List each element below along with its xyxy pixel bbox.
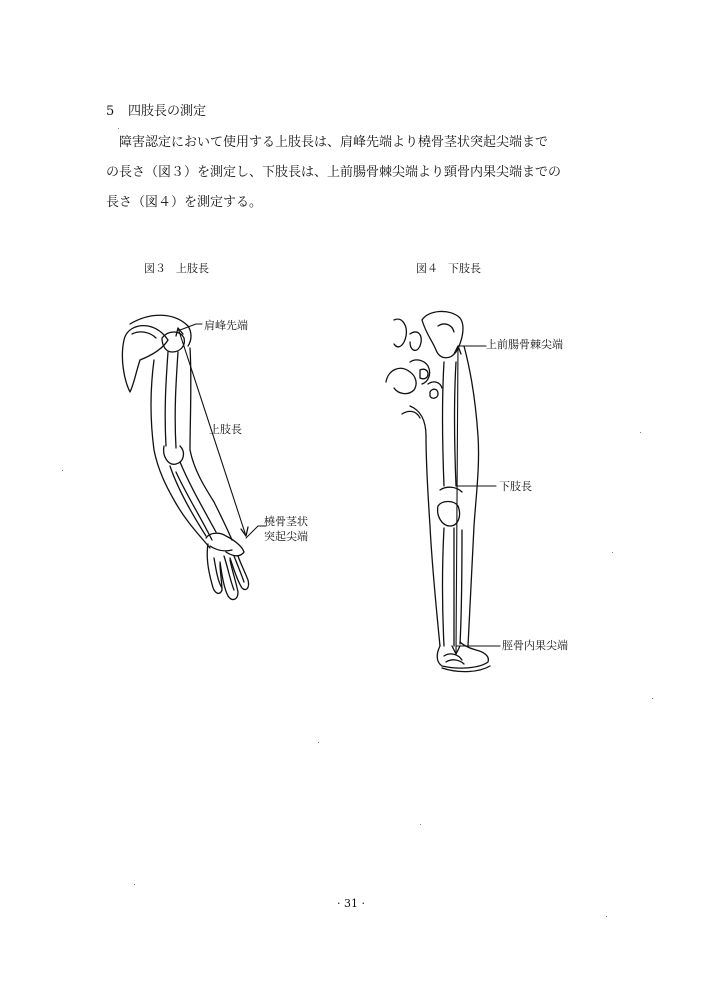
label-medial-malleolus-tip: 脛骨内果尖端: [502, 639, 568, 652]
figure3-title: 上肢長: [176, 262, 209, 275]
scan-speck: [118, 128, 119, 129]
figure4-number: 図４: [416, 262, 438, 275]
label-acromion-tip: 肩峰先端: [204, 319, 248, 332]
scan-speck: [612, 552, 613, 553]
scan-speck: [420, 824, 421, 825]
label-asis-tip: 上前腸骨棘尖端: [486, 338, 563, 351]
section-heading: [106, 100, 206, 119]
scan-speck: [62, 470, 63, 471]
lower-limb-illustration: [380, 306, 510, 686]
label-lower-limb-length: 下肢長: [499, 480, 532, 493]
paragraph-line: の長さ（図３）を測定し、下肢長は、上前腸骨棘尖端より頸骨内果尖端までの: [106, 165, 562, 180]
page-number: · 31 ·: [337, 897, 365, 910]
section-title: 四肢長の測定: [128, 104, 207, 119]
figure3-caption: [144, 260, 209, 276]
figure4-caption: [416, 260, 481, 276]
body-paragraph: [106, 128, 626, 218]
upper-limb-illustration: [110, 300, 280, 610]
figure4-title: 下肢長: [448, 262, 481, 275]
scan-speck: [134, 884, 135, 885]
label-radial-styloid-line2: 突起尖端: [264, 530, 308, 543]
paragraph-line: 障害認定において使用する上肢長は、肩峰先端より橈骨茎状突起尖端まで: [119, 135, 549, 150]
figure3-number: 図３: [144, 262, 166, 275]
scan-speck: [606, 916, 607, 917]
label-radial-styloid-line1: 橈骨茎状: [264, 515, 308, 528]
scan-speck: [640, 432, 641, 433]
scan-speck: [318, 742, 319, 743]
label-upper-limb-length: 上肢長: [209, 423, 242, 436]
scan-speck: [652, 698, 653, 699]
paragraph-line: 長さ（図４）を測定する。: [106, 195, 263, 210]
section-number: 5: [106, 104, 115, 119]
